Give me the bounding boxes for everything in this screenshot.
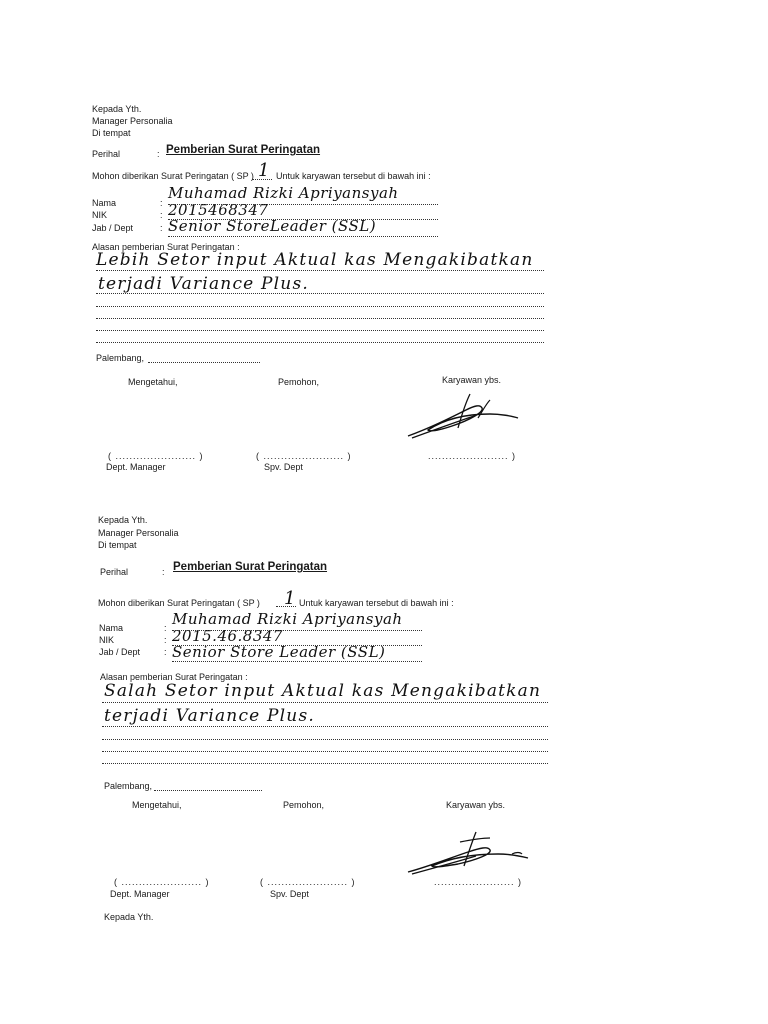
perihal-colon: : <box>157 149 160 159</box>
reason-dotted-line <box>102 702 548 703</box>
dept-manager-signature-blank: ( ....................... ) <box>114 877 210 887</box>
applicant-label: Pemohon, <box>278 377 320 387</box>
recipient-manager: Manager Personalia <box>98 528 179 538</box>
reason-label: Alasan pemberian Surat Peringatan : <box>92 242 240 252</box>
reason-dotted-line <box>102 726 548 727</box>
recipient-line: Kepada Yth. <box>98 515 148 525</box>
sp-number: 1 <box>258 160 270 181</box>
date-dotted-line <box>154 790 262 791</box>
recipient-line: Kepada Yth. <box>92 104 142 114</box>
nik-label: NIK <box>99 635 115 645</box>
nama-label: Nama <box>92 198 117 208</box>
reason-dotted-line <box>96 293 544 294</box>
date-dotted-line <box>148 362 260 363</box>
third-form-recipient-line: Kepada Yth. <box>104 912 154 922</box>
perihal-label: Perihal <box>92 149 121 159</box>
reason-line-1: Salah Setor input Aktual kas Mengakibatkan <box>104 681 542 701</box>
nama-dotted-line <box>172 630 422 631</box>
reason-dotted-line <box>102 751 548 752</box>
nik-dotted-line <box>172 645 422 646</box>
spv-signature-blank: ( ....................... ) <box>260 877 356 887</box>
reason-line-2: terjadi Variance Plus. <box>98 274 309 294</box>
applicant-label: Pemohon, <box>283 800 325 810</box>
employee-signature-blank: ....................... ) <box>428 451 517 461</box>
employee-label: Karyawan ybs. <box>442 375 502 385</box>
sp-number: 1 <box>284 588 296 609</box>
employee-signature-blank: ....................... ) <box>434 877 523 887</box>
nik-label: NIK <box>92 210 108 220</box>
reason-dotted-line <box>96 306 544 307</box>
jab-label: Jab / Dept <box>99 647 141 657</box>
request-text-before: Mohon diberikan Surat Peringatan ( SP ) <box>98 598 260 608</box>
perihal-value: Pemberian Surat Peringatan <box>173 561 328 573</box>
nik-handwritten: 2015468347 <box>168 201 269 219</box>
nama-label: Nama <box>99 623 124 633</box>
jab-dotted-line <box>168 236 438 237</box>
recipient-manager: Manager Personalia <box>92 116 173 126</box>
nama-colon: : <box>164 623 167 633</box>
request-text-after: Untuk karyawan tersebut di bawah ini : <box>276 171 431 181</box>
nik-colon: : <box>160 210 163 220</box>
dept-manager-label: Dept. Manager <box>106 462 166 472</box>
dept-manager-signature-blank: ( ....................... ) <box>108 451 204 461</box>
nik-handwritten: 2015.46.8347 <box>172 627 283 645</box>
nama-dotted-line <box>168 204 438 205</box>
jab-handwritten: Senior StoreLeader (SSL) <box>168 217 377 235</box>
perihal-colon: : <box>162 567 165 577</box>
request-text-before: Mohon diberikan Surat Peringatan ( SP ) <box>92 171 254 181</box>
reason-dotted-line <box>96 270 544 271</box>
reason-dotted-line <box>96 330 544 331</box>
nama-colon: : <box>160 198 163 208</box>
known-by-label: Mengetahui, <box>132 800 182 810</box>
recipient-place: Di tempat <box>98 540 137 550</box>
nama-handwritten: Muhamad Rizki Apriyansyah <box>172 610 403 628</box>
reason-dotted-line <box>96 342 544 343</box>
dept-manager-label: Dept. Manager <box>110 889 170 899</box>
sp-number-dotted-line <box>276 606 296 607</box>
jab-colon: : <box>160 223 163 233</box>
employee-signature <box>402 828 532 878</box>
employee-label: Karyawan ybs. <box>446 800 506 810</box>
employee-signature <box>400 392 525 442</box>
reason-label: Alasan pemberian Surat Peringatan : <box>100 672 248 682</box>
jab-label: Jab / Dept <box>92 223 134 233</box>
spv-dept-label: Spv. Dept <box>264 462 303 472</box>
nik-dotted-line <box>168 219 438 220</box>
place-date-label: Palembang, <box>104 781 153 791</box>
reason-dotted-line <box>96 318 544 319</box>
reason-dotted-line <box>102 763 548 764</box>
nik-colon: : <box>164 635 167 645</box>
spv-signature-blank: ( ....................... ) <box>256 451 352 461</box>
known-by-label: Mengetahui, <box>128 377 178 387</box>
place-date-label: Palembang, <box>96 353 145 363</box>
reason-dotted-line <box>102 739 548 740</box>
spv-dept-label: Spv. Dept <box>270 889 309 899</box>
recipient-place: Di tempat <box>92 128 131 138</box>
jab-handwritten: Senior Store Leader (SSL) <box>172 643 386 661</box>
perihal-value: Pemberian Surat Peringatan <box>166 144 321 156</box>
nama-handwritten: Muhamad Rizki Apriyansyah <box>168 184 399 202</box>
sp-number-dotted-line <box>252 179 272 180</box>
reason-line-2: terjadi Variance Plus. <box>104 706 315 726</box>
perihal-label: Perihal <box>100 567 129 577</box>
jab-colon: : <box>164 647 167 657</box>
jab-dotted-line <box>172 661 422 662</box>
reason-line-1: Lebih Setor input Aktual kas Mengakibatkan <box>96 250 534 270</box>
request-text-after: Untuk karyawan tersebut di bawah ini : <box>299 598 454 608</box>
